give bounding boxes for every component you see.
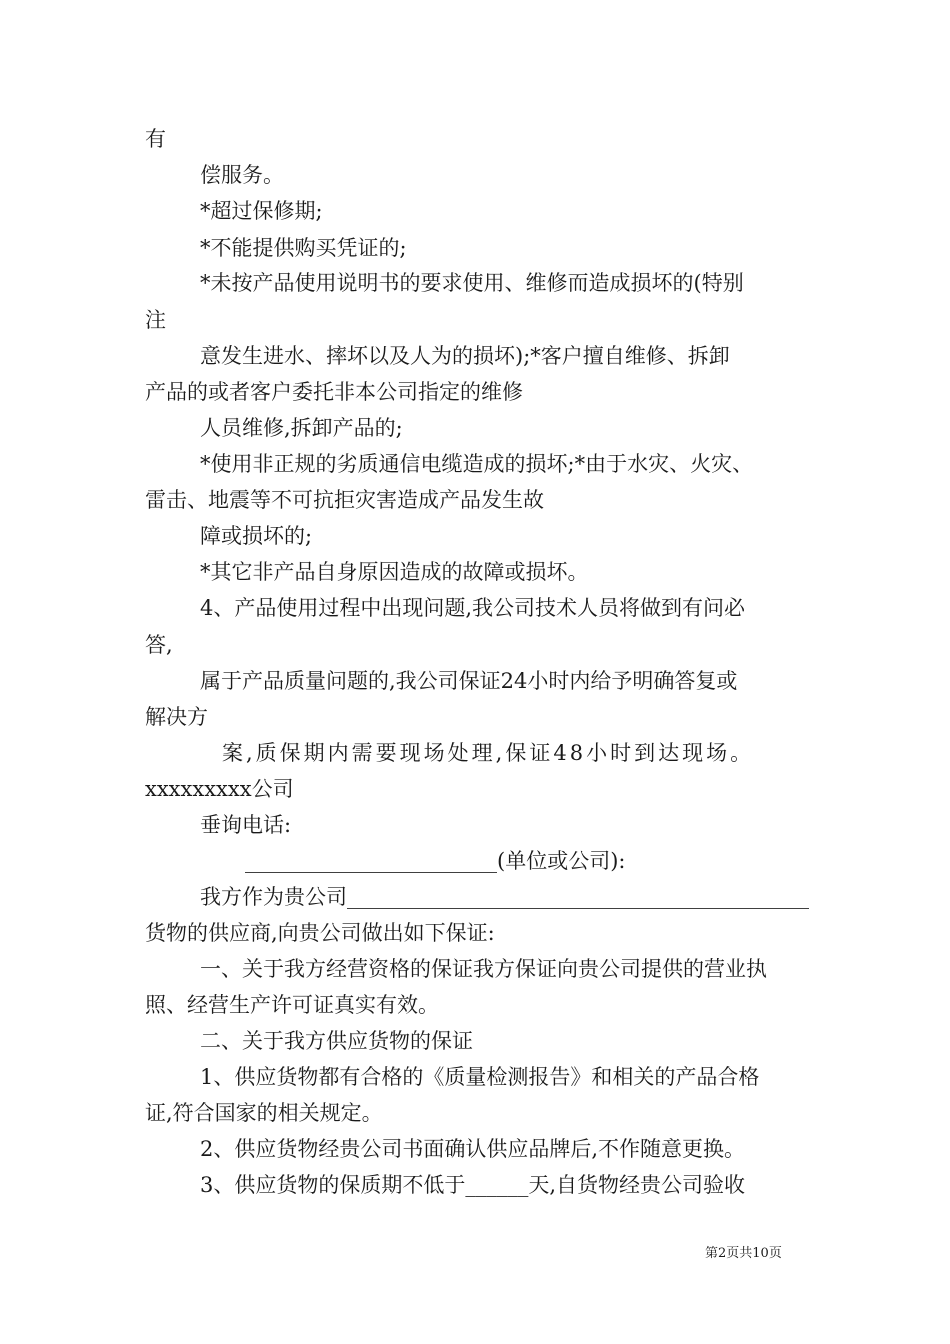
section-heading: 一、关于我方经营资格的保证我方保证向贵公司提供的营业执 [200, 957, 767, 981]
text-line: 人员维修,拆卸产品的; [200, 416, 403, 440]
text-line: 障或损坏的; [200, 524, 313, 548]
text-line: *其它非产品自身原因造成的故障或损坏。 [200, 560, 589, 584]
text-line: 4、产品使用过程中出现问题,我公司技术人员将做到有问必 [200, 596, 746, 620]
page-number: 第2页共10页 [705, 1246, 782, 1261]
text-line: 属于产品质量问题的,我公司保证24小时内给予明确答复或 [200, 669, 738, 693]
text-line: 2、供应货物经贵公司书面确认供应品牌后,不作随意更换。 [200, 1137, 746, 1161]
text-line: *使用非正规的劣质通信电缆造成的损坏;*由于水灾、火灾、 [200, 452, 754, 476]
text-line: 雷击、地震等不可抗拒灾害造成产品发生故 [145, 488, 544, 512]
text-line: 产品的或者客户委托非本公司指定的维修 [145, 380, 523, 404]
text-line: 答, [145, 633, 173, 657]
text-line: 3、供应货物的保质期不低于______天,自货物经贵公司验收 [200, 1173, 746, 1197]
company-name: xxxxxxxxx公司 [145, 777, 294, 801]
section-heading: 二、关于我方供应货物的保证 [200, 1029, 473, 1053]
text-line: 案,质保期内需要现场处理,保证48小时到达现场。 [222, 741, 755, 765]
recipient-line: ________________________(单位或公司): [245, 849, 626, 873]
contact-phone-label: 垂询电话: [200, 813, 292, 837]
text-line: *不能提供购买凭证的; [200, 236, 407, 260]
text-line: 解决方 [145, 705, 208, 729]
text-line: *超过保修期; [200, 199, 323, 223]
text-line: 偿服务。 [200, 163, 284, 187]
text-line: 货物的供应商,向贵公司做出如下保证: [145, 921, 495, 945]
text-line: 我方作为贵公司____________________________________________ [200, 885, 809, 909]
text-line: 意发生进水、摔坏以及人为的损坏);*客户擅自维修、拆卸 [200, 344, 730, 368]
text-line: 照、经营生产许可证真实有效。 [145, 993, 439, 1017]
text-line: 1、供应货物都有合格的《质量检测报告》和相关的产品合格 [200, 1065, 760, 1089]
text-line: 有 [145, 127, 166, 151]
text-line: 证,符合国家的相关规定。 [145, 1101, 383, 1125]
text-line: 注 [145, 308, 166, 332]
text-line: *未按产品使用说明书的要求使用、维修而造成损坏的(特别 [200, 271, 744, 295]
